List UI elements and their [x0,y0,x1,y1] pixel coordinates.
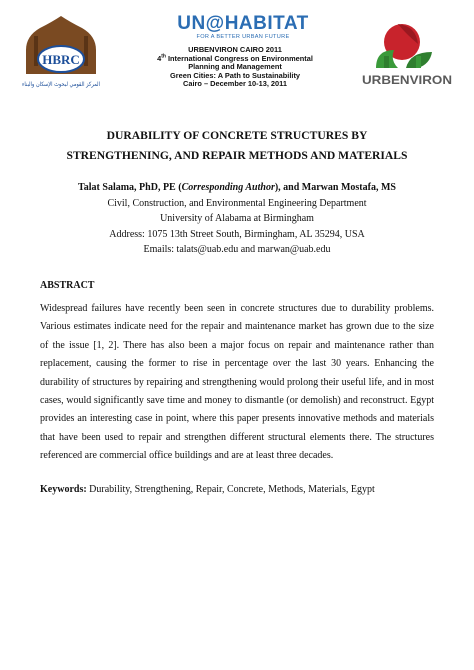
urbenviron-logo-text: URBENVIRON [362,73,452,87]
conference-name: URBENVIRON CAIRO 2011 [188,45,282,54]
unhabitat-wordmark: UN@HABITAT [177,13,309,34]
author-emails: Emails: talats@uab.edu and marwan@uab.edu [143,244,331,256]
hbrc-logo [20,14,102,104]
conference-date: Cairo – December 10-13, 2011 [183,79,287,89]
author-university: University of Alabama at Birmingham [160,213,314,225]
conference-subject: Planning and Management [188,62,282,72]
paper-title-line1: DURABILITY OF CONCRETE STRUCTURES BY [106,129,368,142]
conference-info [110,46,360,89]
abstract-body: Widespread failures have recently been seen in concrete structures due to durability problems. Various estimates indicate need for the repair and maintenance market has grown due to the size of the issue [1, 2]. There has also been a major focus on repair and maintenance rather than replacement, causing the former to rise in percentage over the last 30 years. Enhancing the durability of structures by repairing and strengthening would prolong their useful life, and in most cases, would significantly save time and money to dismantle (or demolish) and reconstruct. Egypt provides an interesting case in point, where this paper presents innovative methods and materials that have been used to repair and strengthen different structural elements there. The structures referenced are commercial office buildings and are at least three decades. [40,303,434,462]
author-address: Address: 1075 13th Street South, Birmingham, AL 35294, USA [109,228,365,240]
paper-title [40,126,434,166]
keywords-list: Durability, Strengthening, Repair, Concrete, Methods, Materials, Egypt [86,484,375,495]
author-names: Talat Salama, PhD, PE (Corresponding Author), and Marwan Mostafa, MS [78,182,396,193]
hbrc-logo-text: HBRC [42,52,80,67]
author-department: Civil, Construction, and Environmental Engineering Department [107,197,367,209]
author-block [40,180,434,258]
keywords [40,484,434,495]
keywords-label: Keywords: [40,484,87,495]
conference-theme: Green Cities: A Path to Sustainability [169,70,301,80]
abstract-heading: ABSTRACT [40,280,95,291]
hbrc-arabic-text: المركز القومي لبحوث الإسكان والبناء [22,81,101,88]
conference-congress: 4th International Congress on Environmental [157,53,313,63]
paper-title-line2: STRENGTHENING, AND REPAIR METHODS AND MATERIALS [66,149,408,162]
unhabitat-tagline: FOR A BETTER URBAN FUTURE [196,34,290,40]
unhabitat-logo [168,14,318,40]
urbenviron-logo [358,16,456,96]
